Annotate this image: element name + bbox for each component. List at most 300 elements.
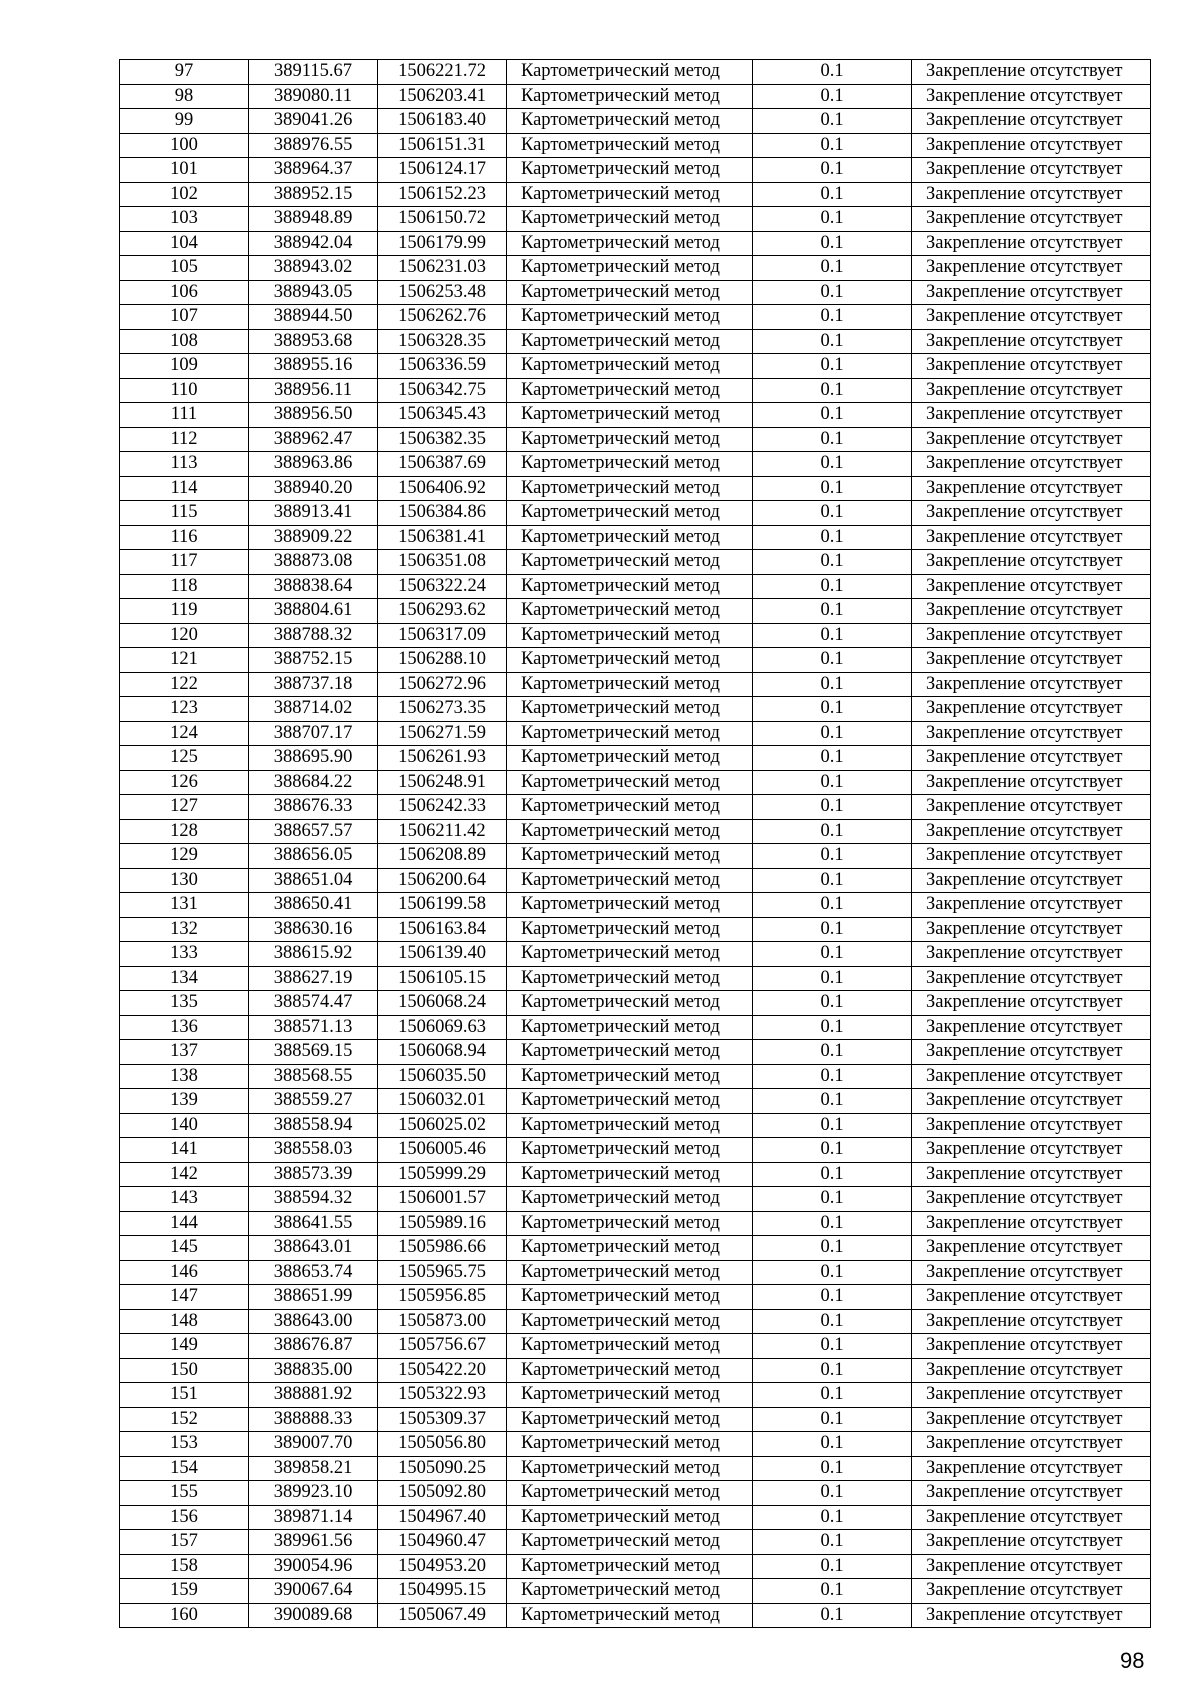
- x-coordinate-cell: 388558.94: [249, 1113, 378, 1138]
- y-coordinate-cell: 1506105.15: [378, 966, 507, 991]
- table-row: [120, 182, 1151, 207]
- x-coordinate-cell: 388956.11: [249, 378, 378, 403]
- accuracy-cell: 0.1: [753, 354, 912, 379]
- table-row: [120, 1236, 1151, 1261]
- fixing-description-cell: Закрепление отсутствует: [912, 795, 1151, 820]
- method-cell: Картометрический метод: [507, 1383, 753, 1408]
- x-coordinate-cell: 388788.32: [249, 623, 378, 648]
- accuracy-cell: 0.1: [753, 648, 912, 673]
- x-coordinate-cell: 388838.64: [249, 574, 378, 599]
- x-coordinate-cell: 388943.05: [249, 280, 378, 305]
- method-cell: Картометрический метод: [507, 1309, 753, 1334]
- point-number-cell: 132: [120, 917, 249, 942]
- accuracy-cell: 0.1: [753, 109, 912, 134]
- x-coordinate-cell: 388953.68: [249, 329, 378, 354]
- accuracy-cell: 0.1: [753, 721, 912, 746]
- x-coordinate-cell: 388573.39: [249, 1162, 378, 1187]
- y-coordinate-cell: 1506203.41: [378, 84, 507, 109]
- fixing-description-cell: Закрепление отсутствует: [912, 256, 1151, 281]
- coordinates-table-body: [120, 60, 1151, 1628]
- accuracy-cell: 0.1: [753, 1285, 912, 1310]
- fixing-description-cell: Закрепление отсутствует: [912, 109, 1151, 134]
- accuracy-cell: 0.1: [753, 1162, 912, 1187]
- method-cell: Картометрический метод: [507, 844, 753, 869]
- x-coordinate-cell: 389871.14: [249, 1505, 378, 1530]
- y-coordinate-cell: 1505999.29: [378, 1162, 507, 1187]
- accuracy-cell: 0.1: [753, 746, 912, 771]
- table-row: [120, 623, 1151, 648]
- x-coordinate-cell: 389080.11: [249, 84, 378, 109]
- accuracy-cell: 0.1: [753, 1579, 912, 1604]
- point-number-cell: 148: [120, 1309, 249, 1334]
- fixing-description-cell: Закрепление отсутствует: [912, 501, 1151, 526]
- table-row: [120, 1309, 1151, 1334]
- y-coordinate-cell: 1506151.31: [378, 133, 507, 158]
- x-coordinate-cell: 388641.55: [249, 1211, 378, 1236]
- method-cell: Картометрический метод: [507, 60, 753, 85]
- method-cell: Картометрический метод: [507, 1505, 753, 1530]
- accuracy-cell: 0.1: [753, 893, 912, 918]
- accuracy-cell: 0.1: [753, 966, 912, 991]
- point-number-cell: 109: [120, 354, 249, 379]
- method-cell: Картометрический метод: [507, 1064, 753, 1089]
- point-number-cell: 152: [120, 1407, 249, 1432]
- accuracy-cell: 0.1: [753, 770, 912, 795]
- method-cell: Картометрический метод: [507, 501, 753, 526]
- method-cell: Картометрический метод: [507, 1211, 753, 1236]
- accuracy-cell: 0.1: [753, 231, 912, 256]
- accuracy-cell: 0.1: [753, 1432, 912, 1457]
- y-coordinate-cell: 1506035.50: [378, 1064, 507, 1089]
- x-coordinate-cell: 388835.00: [249, 1358, 378, 1383]
- accuracy-cell: 0.1: [753, 819, 912, 844]
- y-coordinate-cell: 1504960.47: [378, 1530, 507, 1555]
- point-number-cell: 126: [120, 770, 249, 795]
- accuracy-cell: 0.1: [753, 1089, 912, 1114]
- fixing-description-cell: Закрепление отсутствует: [912, 1064, 1151, 1089]
- table-row: [120, 917, 1151, 942]
- point-number-cell: 113: [120, 452, 249, 477]
- point-number-cell: 136: [120, 1015, 249, 1040]
- table-row: [120, 207, 1151, 232]
- accuracy-cell: 0.1: [753, 599, 912, 624]
- method-cell: Картометрический метод: [507, 917, 753, 942]
- accuracy-cell: 0.1: [753, 1187, 912, 1212]
- point-number-cell: 144: [120, 1211, 249, 1236]
- x-coordinate-cell: 388684.22: [249, 770, 378, 795]
- point-number-cell: 133: [120, 942, 249, 967]
- y-coordinate-cell: 1505756.67: [378, 1334, 507, 1359]
- accuracy-cell: 0.1: [753, 378, 912, 403]
- table-row: [120, 501, 1151, 526]
- fixing-description-cell: Закрепление отсутствует: [912, 280, 1151, 305]
- y-coordinate-cell: 1506273.35: [378, 697, 507, 722]
- fixing-description-cell: Закрепление отсутствует: [912, 84, 1151, 109]
- accuracy-cell: 0.1: [753, 256, 912, 281]
- accuracy-cell: 0.1: [753, 1505, 912, 1530]
- table-row: [120, 1040, 1151, 1065]
- table-row: [120, 1456, 1151, 1481]
- y-coordinate-cell: 1505090.25: [378, 1456, 507, 1481]
- accuracy-cell: 0.1: [753, 1358, 912, 1383]
- fixing-description-cell: Закрепление отсутствует: [912, 868, 1151, 893]
- x-coordinate-cell: 388676.33: [249, 795, 378, 820]
- method-cell: Картометрический метод: [507, 1285, 753, 1310]
- accuracy-cell: 0.1: [753, 1530, 912, 1555]
- y-coordinate-cell: 1506068.94: [378, 1040, 507, 1065]
- y-coordinate-cell: 1506253.48: [378, 280, 507, 305]
- table-row: [120, 1530, 1151, 1555]
- table-row: [120, 1603, 1151, 1628]
- fixing-description-cell: Закрепление отсутствует: [912, 1603, 1151, 1628]
- fixing-description-cell: Закрепление отсутствует: [912, 452, 1151, 477]
- point-number-cell: 149: [120, 1334, 249, 1359]
- accuracy-cell: 0.1: [753, 329, 912, 354]
- x-coordinate-cell: 388976.55: [249, 133, 378, 158]
- method-cell: Картометрический метод: [507, 427, 753, 452]
- point-number-cell: 158: [120, 1554, 249, 1579]
- point-number-cell: 117: [120, 550, 249, 575]
- accuracy-cell: 0.1: [753, 1236, 912, 1261]
- x-coordinate-cell: 388695.90: [249, 746, 378, 771]
- table-row: [120, 1481, 1151, 1506]
- fixing-description-cell: Закрепление отсутствует: [912, 1358, 1151, 1383]
- table-row: [120, 1358, 1151, 1383]
- y-coordinate-cell: 1504953.20: [378, 1554, 507, 1579]
- table-row: [120, 305, 1151, 330]
- method-cell: Картометрический метод: [507, 84, 753, 109]
- point-number-cell: 125: [120, 746, 249, 771]
- accuracy-cell: 0.1: [753, 991, 912, 1016]
- accuracy-cell: 0.1: [753, 1138, 912, 1163]
- accuracy-cell: 0.1: [753, 1407, 912, 1432]
- y-coordinate-cell: 1506199.58: [378, 893, 507, 918]
- fixing-description-cell: Закрепление отсутствует: [912, 819, 1151, 844]
- table-row: [120, 1554, 1151, 1579]
- method-cell: Картометрический метод: [507, 109, 753, 134]
- accuracy-cell: 0.1: [753, 672, 912, 697]
- fixing-description-cell: Закрепление отсутствует: [912, 746, 1151, 771]
- method-cell: Картометрический метод: [507, 721, 753, 746]
- table-row: [120, 1505, 1151, 1530]
- y-coordinate-cell: 1504967.40: [378, 1505, 507, 1530]
- point-number-cell: 123: [120, 697, 249, 722]
- point-number-cell: 121: [120, 648, 249, 673]
- point-number-cell: 114: [120, 476, 249, 501]
- method-cell: Картометрический метод: [507, 1358, 753, 1383]
- fixing-description-cell: Закрепление отсутствует: [912, 550, 1151, 575]
- method-cell: Картометрический метод: [507, 1579, 753, 1604]
- table-row: [120, 84, 1151, 109]
- table-row: [120, 280, 1151, 305]
- y-coordinate-cell: 1506032.01: [378, 1089, 507, 1114]
- y-coordinate-cell: 1505873.00: [378, 1309, 507, 1334]
- method-cell: Картометрический метод: [507, 574, 753, 599]
- fixing-description-cell: Закрепление отсутствует: [912, 1187, 1151, 1212]
- fixing-description-cell: Закрепление отсутствует: [912, 1334, 1151, 1359]
- y-coordinate-cell: 1506272.96: [378, 672, 507, 697]
- y-coordinate-cell: 1506183.40: [378, 109, 507, 134]
- fixing-description-cell: Закрепление отсутствует: [912, 231, 1151, 256]
- y-coordinate-cell: 1506179.99: [378, 231, 507, 256]
- fixing-description-cell: Закрепление отсутствует: [912, 697, 1151, 722]
- y-coordinate-cell: 1505956.85: [378, 1285, 507, 1310]
- method-cell: Картометрический метод: [507, 1187, 753, 1212]
- method-cell: Картометрический метод: [507, 305, 753, 330]
- y-coordinate-cell: 1506261.93: [378, 746, 507, 771]
- y-coordinate-cell: 1506387.69: [378, 452, 507, 477]
- point-number-cell: 120: [120, 623, 249, 648]
- y-coordinate-cell: 1506288.10: [378, 648, 507, 673]
- method-cell: Картометрический метод: [507, 1407, 753, 1432]
- x-coordinate-cell: 388707.17: [249, 721, 378, 746]
- method-cell: Картометрический метод: [507, 1456, 753, 1481]
- fixing-description-cell: Закрепление отсутствует: [912, 329, 1151, 354]
- x-coordinate-cell: 388952.15: [249, 182, 378, 207]
- method-cell: Картометрический метод: [507, 599, 753, 624]
- point-number-cell: 110: [120, 378, 249, 403]
- fixing-description-cell: Закрепление отсутствует: [912, 1579, 1151, 1604]
- fixing-description-cell: Закрепление отсутствует: [912, 770, 1151, 795]
- y-coordinate-cell: 1506382.35: [378, 427, 507, 452]
- table-row: [120, 256, 1151, 281]
- point-number-cell: 140: [120, 1113, 249, 1138]
- accuracy-cell: 0.1: [753, 305, 912, 330]
- table-row: [120, 378, 1151, 403]
- table-row: [120, 525, 1151, 550]
- point-number-cell: 151: [120, 1383, 249, 1408]
- method-cell: Картометрический метод: [507, 746, 753, 771]
- table-row: [120, 427, 1151, 452]
- y-coordinate-cell: 1506317.09: [378, 623, 507, 648]
- x-coordinate-cell: 388571.13: [249, 1015, 378, 1040]
- table-row: [120, 1113, 1151, 1138]
- accuracy-cell: 0.1: [753, 501, 912, 526]
- y-coordinate-cell: 1506342.75: [378, 378, 507, 403]
- point-number-cell: 127: [120, 795, 249, 820]
- method-cell: Картометрический метод: [507, 1432, 753, 1457]
- table-row: [120, 770, 1151, 795]
- x-coordinate-cell: 388594.32: [249, 1187, 378, 1212]
- y-coordinate-cell: 1506231.03: [378, 256, 507, 281]
- method-cell: Картометрический метод: [507, 403, 753, 428]
- method-cell: Картометрический метод: [507, 1260, 753, 1285]
- fixing-description-cell: Закрепление отсутствует: [912, 1481, 1151, 1506]
- x-coordinate-cell: 388568.55: [249, 1064, 378, 1089]
- method-cell: Картометрический метод: [507, 158, 753, 183]
- point-number-cell: 101: [120, 158, 249, 183]
- y-coordinate-cell: 1506152.23: [378, 182, 507, 207]
- point-number-cell: 153: [120, 1432, 249, 1457]
- method-cell: Картометрический метод: [507, 868, 753, 893]
- accuracy-cell: 0.1: [753, 917, 912, 942]
- table-row: [120, 1260, 1151, 1285]
- fixing-description-cell: Закрепление отсутствует: [912, 1407, 1151, 1432]
- accuracy-cell: 0.1: [753, 427, 912, 452]
- method-cell: Картометрический метод: [507, 182, 753, 207]
- method-cell: Картометрический метод: [507, 476, 753, 501]
- table-row: [120, 1285, 1151, 1310]
- method-cell: Картометрический метод: [507, 942, 753, 967]
- fixing-description-cell: Закрепление отсутствует: [912, 893, 1151, 918]
- table-row: [120, 966, 1151, 991]
- method-cell: Картометрический метод: [507, 354, 753, 379]
- accuracy-cell: 0.1: [753, 207, 912, 232]
- table-row: [120, 109, 1151, 134]
- fixing-description-cell: Закрепление отсутствует: [912, 403, 1151, 428]
- point-number-cell: 119: [120, 599, 249, 624]
- method-cell: Картометрический метод: [507, 133, 753, 158]
- accuracy-cell: 0.1: [753, 795, 912, 820]
- accuracy-cell: 0.1: [753, 550, 912, 575]
- x-coordinate-cell: 389923.10: [249, 1481, 378, 1506]
- accuracy-cell: 0.1: [753, 158, 912, 183]
- point-number-cell: 160: [120, 1603, 249, 1628]
- fixing-description-cell: Закрепление отсутствует: [912, 1236, 1151, 1261]
- method-cell: Картометрический метод: [507, 1554, 753, 1579]
- accuracy-cell: 0.1: [753, 280, 912, 305]
- accuracy-cell: 0.1: [753, 1260, 912, 1285]
- accuracy-cell: 0.1: [753, 1554, 912, 1579]
- y-coordinate-cell: 1506068.24: [378, 991, 507, 1016]
- y-coordinate-cell: 1506345.43: [378, 403, 507, 428]
- point-number-cell: 143: [120, 1187, 249, 1212]
- point-number-cell: 124: [120, 721, 249, 746]
- method-cell: Картометрический метод: [507, 648, 753, 673]
- table-row: [120, 158, 1151, 183]
- fixing-description-cell: Закрепление отсутствует: [912, 1162, 1151, 1187]
- fixing-description-cell: Закрепление отсутствует: [912, 966, 1151, 991]
- table-row: [120, 1064, 1151, 1089]
- accuracy-cell: 0.1: [753, 623, 912, 648]
- fixing-description-cell: Закрепление отсутствует: [912, 305, 1151, 330]
- fixing-description-cell: Закрепление отсутствует: [912, 1138, 1151, 1163]
- fixing-description-cell: Закрепление отсутствует: [912, 1309, 1151, 1334]
- accuracy-cell: 0.1: [753, 84, 912, 109]
- point-number-cell: 102: [120, 182, 249, 207]
- point-number-cell: 135: [120, 991, 249, 1016]
- point-number-cell: 156: [120, 1505, 249, 1530]
- point-number-cell: 129: [120, 844, 249, 869]
- x-coordinate-cell: 388913.41: [249, 501, 378, 526]
- point-number-cell: 103: [120, 207, 249, 232]
- table-row: [120, 133, 1151, 158]
- table-row: [120, 1015, 1151, 1040]
- fixing-description-cell: Закрепление отсутствует: [912, 158, 1151, 183]
- table-row: [120, 452, 1151, 477]
- point-number-cell: 116: [120, 525, 249, 550]
- point-number-cell: 141: [120, 1138, 249, 1163]
- x-coordinate-cell: 388656.05: [249, 844, 378, 869]
- x-coordinate-cell: 388888.33: [249, 1407, 378, 1432]
- x-coordinate-cell: 388948.89: [249, 207, 378, 232]
- fixing-description-cell: Закрепление отсутствует: [912, 133, 1151, 158]
- table-row: [120, 1407, 1151, 1432]
- accuracy-cell: 0.1: [753, 574, 912, 599]
- fixing-description-cell: Закрепление отсутствует: [912, 60, 1151, 85]
- x-coordinate-cell: 388559.27: [249, 1089, 378, 1114]
- fixing-description-cell: Закрепление отсутствует: [912, 1040, 1151, 1065]
- x-coordinate-cell: 388956.50: [249, 403, 378, 428]
- x-coordinate-cell: 388963.86: [249, 452, 378, 477]
- point-number-cell: 128: [120, 819, 249, 844]
- point-number-cell: 159: [120, 1579, 249, 1604]
- point-number-cell: 134: [120, 966, 249, 991]
- x-coordinate-cell: 388873.08: [249, 550, 378, 575]
- fixing-description-cell: Закрепление отсутствует: [912, 1285, 1151, 1310]
- accuracy-cell: 0.1: [753, 1064, 912, 1089]
- accuracy-cell: 0.1: [753, 1309, 912, 1334]
- x-coordinate-cell: 388752.15: [249, 648, 378, 673]
- point-number-cell: 155: [120, 1481, 249, 1506]
- y-coordinate-cell: 1506139.40: [378, 942, 507, 967]
- method-cell: Картометрический метод: [507, 623, 753, 648]
- x-coordinate-cell: 388944.50: [249, 305, 378, 330]
- table-row: [120, 648, 1151, 673]
- method-cell: Картометрический метод: [507, 207, 753, 232]
- fixing-description-cell: Закрепление отсутствует: [912, 1089, 1151, 1114]
- point-number-cell: 104: [120, 231, 249, 256]
- accuracy-cell: 0.1: [753, 1383, 912, 1408]
- method-cell: Картометрический метод: [507, 795, 753, 820]
- fixing-description-cell: Закрепление отсутствует: [912, 991, 1151, 1016]
- table-row: [120, 574, 1151, 599]
- table-row: [120, 942, 1151, 967]
- y-coordinate-cell: 1505056.80: [378, 1432, 507, 1457]
- point-number-cell: 105: [120, 256, 249, 281]
- method-cell: Картометрический метод: [507, 329, 753, 354]
- x-coordinate-cell: 389007.70: [249, 1432, 378, 1457]
- method-cell: Картометрический метод: [507, 819, 753, 844]
- point-number-cell: 112: [120, 427, 249, 452]
- method-cell: Картометрический метод: [507, 1015, 753, 1040]
- accuracy-cell: 0.1: [753, 133, 912, 158]
- accuracy-cell: 0.1: [753, 868, 912, 893]
- method-cell: Картометрический метод: [507, 256, 753, 281]
- method-cell: Картометрический метод: [507, 1089, 753, 1114]
- fixing-description-cell: Закрепление отсутствует: [912, 1530, 1151, 1555]
- y-coordinate-cell: 1506200.64: [378, 868, 507, 893]
- fixing-description-cell: Закрепление отсутствует: [912, 354, 1151, 379]
- point-number-cell: 137: [120, 1040, 249, 1065]
- y-coordinate-cell: 1506221.72: [378, 60, 507, 85]
- accuracy-cell: 0.1: [753, 1603, 912, 1628]
- point-number-cell: 142: [120, 1162, 249, 1187]
- method-cell: Картометрический метод: [507, 697, 753, 722]
- y-coordinate-cell: 1506069.63: [378, 1015, 507, 1040]
- fixing-description-cell: Закрепление отсутствует: [912, 599, 1151, 624]
- fixing-description-cell: Закрепление отсутствует: [912, 672, 1151, 697]
- point-number-cell: 99: [120, 109, 249, 134]
- method-cell: Картометрический метод: [507, 1481, 753, 1506]
- table-row: [120, 329, 1151, 354]
- accuracy-cell: 0.1: [753, 942, 912, 967]
- method-cell: Картометрический метод: [507, 1040, 753, 1065]
- x-coordinate-cell: 388714.02: [249, 697, 378, 722]
- x-coordinate-cell: 388643.01: [249, 1236, 378, 1261]
- table-row: [120, 1187, 1151, 1212]
- table-row: [120, 1138, 1151, 1163]
- table-row: [120, 721, 1151, 746]
- x-coordinate-cell: 389041.26: [249, 109, 378, 134]
- table-row: [120, 672, 1151, 697]
- method-cell: Картометрический метод: [507, 1162, 753, 1187]
- y-coordinate-cell: 1506001.57: [378, 1187, 507, 1212]
- fixing-description-cell: Закрепление отсутствует: [912, 182, 1151, 207]
- accuracy-cell: 0.1: [753, 476, 912, 501]
- table-row: [120, 1089, 1151, 1114]
- point-number-cell: 139: [120, 1089, 249, 1114]
